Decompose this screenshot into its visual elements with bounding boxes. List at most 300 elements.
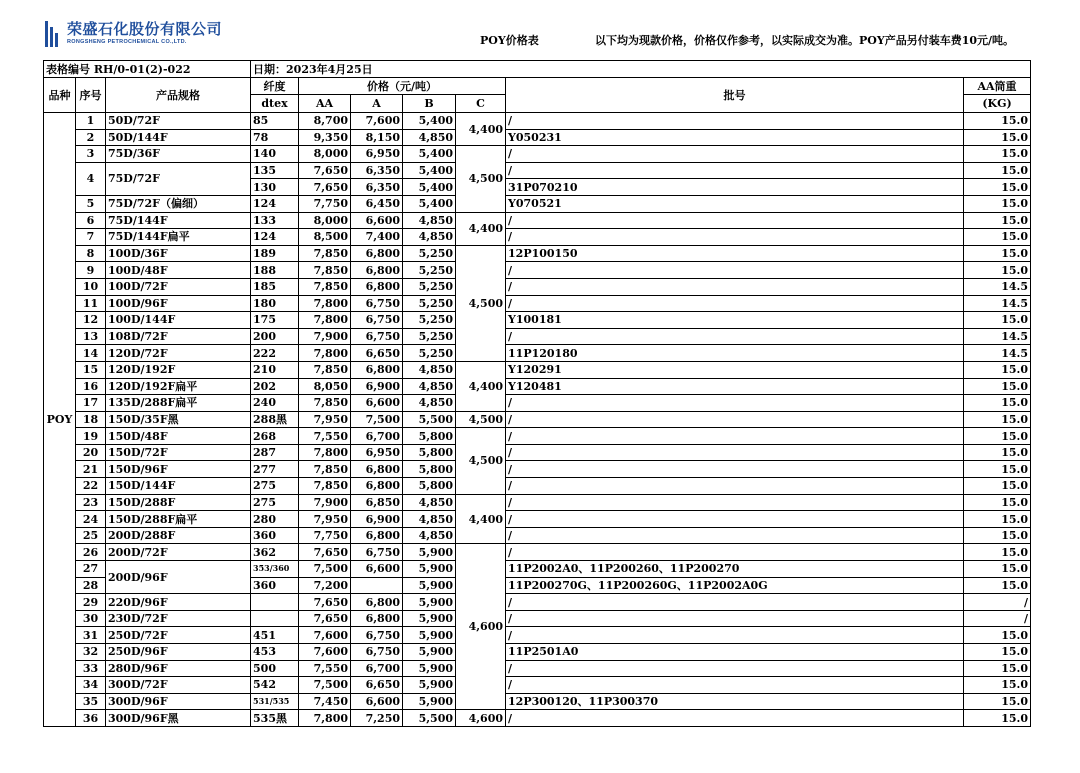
dtex-cell: 287: [251, 444, 299, 461]
dtex-cell: 78: [251, 129, 299, 146]
price-aa: 7,800: [299, 710, 351, 727]
dtex-cell: 175: [251, 312, 299, 329]
batch-number: 31P070210: [506, 179, 964, 196]
table-row: [44, 627, 1031, 644]
row-number: 10: [76, 278, 106, 295]
batch-number: Y070521: [506, 195, 964, 212]
price-aa: 7,650: [299, 544, 351, 561]
price-b: 5,800: [403, 461, 456, 478]
price-b: 5,400: [403, 162, 456, 179]
product-spec: 150D/48F: [106, 428, 251, 445]
batch-number: /: [506, 411, 964, 428]
batch-number: /: [506, 544, 964, 561]
logo-mark-icon: [45, 21, 61, 47]
batch-number: Y100181: [506, 312, 964, 329]
aa-weight: 15.0: [964, 312, 1031, 329]
product-spec: 230D/72F: [106, 610, 251, 627]
dtex-cell: [251, 610, 299, 627]
price-a: 7,400: [351, 229, 403, 246]
batch-number: /: [506, 428, 964, 445]
row-number: 21: [76, 461, 106, 478]
price-aa: 7,550: [299, 428, 351, 445]
product-spec: 120D/72F: [106, 345, 251, 362]
product-spec: 200D/288F: [106, 527, 251, 544]
price-aa: 8,050: [299, 378, 351, 395]
dtex-cell: 180: [251, 295, 299, 312]
table-row: [44, 561, 1031, 578]
product-spec: 50D/72F: [106, 113, 251, 130]
aa-weight: 15.0: [964, 378, 1031, 395]
table-row: [44, 295, 1031, 312]
price-b: 4,850: [403, 395, 456, 412]
dtex-cell: 85: [251, 113, 299, 130]
aa-weight: 15.0: [964, 444, 1031, 461]
price-aa: 7,450: [299, 693, 351, 710]
product-spec: 150D/96F: [106, 461, 251, 478]
price-b: 5,250: [403, 278, 456, 295]
aa-weight: 15.0: [964, 660, 1031, 677]
price-b: 5,400: [403, 113, 456, 130]
row-number: 25: [76, 527, 106, 544]
price-c: 4,500: [456, 428, 506, 494]
product-spec: 150D/288F: [106, 494, 251, 511]
product-spec: 100D/96F: [106, 295, 251, 312]
company-name-cn: 荣盛石化股份有限公司: [67, 20, 223, 38]
price-b: 5,250: [403, 312, 456, 329]
dtex-cell: 189: [251, 245, 299, 262]
dtex-cell: 542: [251, 677, 299, 694]
table-row: [44, 262, 1031, 279]
product-spec: 120D/192F扁平: [106, 378, 251, 395]
price-a: 6,800: [351, 361, 403, 378]
batch-number: /: [506, 295, 964, 312]
price-a: 6,750: [351, 627, 403, 644]
table-row: [44, 378, 1031, 395]
price-a: 6,800: [351, 461, 403, 478]
company-logo: [45, 21, 222, 47]
price-aa: 7,800: [299, 444, 351, 461]
price-aa: 7,850: [299, 245, 351, 262]
batch-number: /: [506, 610, 964, 627]
aa-weight: 15.0: [964, 644, 1031, 661]
product-spec: 150D/288F扁平: [106, 511, 251, 528]
dtex-cell: 140: [251, 146, 299, 163]
row-number: 31: [76, 627, 106, 644]
aa-weight: 15.0: [964, 146, 1031, 163]
row-number: 3: [76, 146, 106, 163]
dtex-cell: 535黑: [251, 710, 299, 727]
price-c: 4,400: [456, 361, 506, 411]
price-aa: 8,700: [299, 113, 351, 130]
price-b: 4,850: [403, 527, 456, 544]
row-number: 1: [76, 113, 106, 130]
table-row: [44, 660, 1031, 677]
price-a: 6,950: [351, 444, 403, 461]
table-row: [44, 345, 1031, 362]
price-b: 4,850: [403, 378, 456, 395]
aa-weight: 15.0: [964, 561, 1031, 578]
price-b: 5,900: [403, 561, 456, 578]
table-row: [44, 146, 1031, 163]
price-a: 6,750: [351, 328, 403, 345]
aa-weight: 15.0: [964, 677, 1031, 694]
table-row: [44, 644, 1031, 661]
aa-weight: 15.0: [964, 494, 1031, 511]
price-aa: 7,850: [299, 361, 351, 378]
table-row: [44, 527, 1031, 544]
row-number: 35: [76, 693, 106, 710]
aa-weight: /: [964, 610, 1031, 627]
batch-number: /: [506, 444, 964, 461]
product-spec: 250D/96F: [106, 644, 251, 661]
product-spec: 300D/96F: [106, 693, 251, 710]
variety-cell: POY: [44, 113, 76, 727]
batch-number: /: [506, 710, 964, 727]
price-a: 6,750: [351, 312, 403, 329]
price-aa: 7,950: [299, 511, 351, 528]
batch-number: /: [506, 478, 964, 495]
aa-weight: 15.0: [964, 262, 1031, 279]
price-b: 5,250: [403, 295, 456, 312]
product-spec: 75D/144F扁平: [106, 229, 251, 246]
price-aa: 7,900: [299, 494, 351, 511]
dtex-cell: 360: [251, 527, 299, 544]
batch-number: Y050231: [506, 129, 964, 146]
aa-weight: 15.0: [964, 229, 1031, 246]
price-b: 5,900: [403, 627, 456, 644]
price-aa: 7,850: [299, 461, 351, 478]
table-row: [44, 113, 1031, 130]
aa-weight: 14.5: [964, 345, 1031, 362]
price-a: 6,700: [351, 660, 403, 677]
price-a: 6,650: [351, 345, 403, 362]
price-b: 4,850: [403, 229, 456, 246]
product-spec: 150D/144F: [106, 478, 251, 495]
header-price: 价格（元/吨）: [299, 78, 506, 95]
price-aa: 7,900: [299, 328, 351, 345]
table-row: [44, 494, 1031, 511]
price-a: 6,800: [351, 594, 403, 611]
row-number: 34: [76, 677, 106, 694]
price-b: 5,900: [403, 677, 456, 694]
header-a: A: [351, 95, 403, 113]
price-b: 5,400: [403, 146, 456, 163]
row-number: 22: [76, 478, 106, 495]
price-b: 4,850: [403, 361, 456, 378]
price-c: 4,600: [456, 544, 506, 710]
aa-weight: 15.0: [964, 212, 1031, 229]
price-a: 6,450: [351, 195, 403, 212]
aa-weight: 14.5: [964, 295, 1031, 312]
table-row: [44, 478, 1031, 495]
price-b: 5,900: [403, 660, 456, 677]
aa-weight: 15.0: [964, 428, 1031, 445]
price-a: 6,350: [351, 162, 403, 179]
price-a: 6,600: [351, 212, 403, 229]
header-dtex: 纤度: [251, 78, 299, 95]
table-row: [44, 312, 1031, 329]
table-row: [44, 162, 1031, 179]
aa-weight: 15.0: [964, 162, 1031, 179]
header-weight-unit: (KG): [964, 95, 1031, 113]
table-row: [44, 129, 1031, 146]
product-spec: 100D/36F: [106, 245, 251, 262]
batch-number: Y120291: [506, 361, 964, 378]
row-number: 26: [76, 544, 106, 561]
product-spec: 50D/144F: [106, 129, 251, 146]
dtex-cell: 277: [251, 461, 299, 478]
row-number: 7: [76, 229, 106, 246]
price-b: 5,800: [403, 444, 456, 461]
dtex-cell: [251, 594, 299, 611]
dtex-cell: 200: [251, 328, 299, 345]
row-number: 30: [76, 610, 106, 627]
dtex-cell: 124: [251, 229, 299, 246]
price-b: 5,500: [403, 411, 456, 428]
table-row: [44, 428, 1031, 445]
row-number: 33: [76, 660, 106, 677]
table-date: 日期：2023年4月25日: [251, 61, 1031, 78]
header-no: 序号: [76, 78, 106, 113]
row-number: 27: [76, 561, 106, 578]
dtex-cell: 210: [251, 361, 299, 378]
price-b: 5,900: [403, 594, 456, 611]
price-c: 4,400: [456, 113, 506, 146]
dtex-cell: 135: [251, 162, 299, 179]
price-aa: 7,800: [299, 345, 351, 362]
dtex-cell: 353/360: [251, 561, 299, 578]
form-number: 表格编号 RH/0-01(2)-022: [44, 61, 251, 78]
product-spec: 150D/35F黑: [106, 411, 251, 428]
table-row: [44, 610, 1031, 627]
price-b: 4,850: [403, 212, 456, 229]
price-aa: 7,750: [299, 195, 351, 212]
product-spec: 250D/72F: [106, 627, 251, 644]
batch-number: 11P2002A0、11P200260、11P200270: [506, 561, 964, 578]
header-b: B: [403, 95, 456, 113]
row-number: 18: [76, 411, 106, 428]
product-spec: 108D/72F: [106, 328, 251, 345]
price-c: 4,400: [456, 212, 506, 245]
dtex-cell: 275: [251, 494, 299, 511]
price-a: 6,600: [351, 561, 403, 578]
table-row: [44, 710, 1031, 727]
price-aa: 7,650: [299, 610, 351, 627]
price-a: 6,600: [351, 693, 403, 710]
batch-number: /: [506, 278, 964, 295]
aa-weight: 15.0: [964, 693, 1031, 710]
row-number: 28: [76, 577, 106, 594]
batch-number: /: [506, 146, 964, 163]
row-number: 16: [76, 378, 106, 395]
price-aa: 8,000: [299, 212, 351, 229]
price-aa: 7,750: [299, 527, 351, 544]
aa-weight: /: [964, 594, 1031, 611]
batch-number: 11P2501A0: [506, 644, 964, 661]
price-aa: 7,500: [299, 561, 351, 578]
price-b: 5,400: [403, 195, 456, 212]
price-a: 6,900: [351, 378, 403, 395]
price-b: 5,900: [403, 544, 456, 561]
batch-number: 12P300120、11P300370: [506, 693, 964, 710]
price-b: 5,800: [403, 478, 456, 495]
table-row: [44, 677, 1031, 694]
price-b: 5,900: [403, 577, 456, 594]
row-number: 12: [76, 312, 106, 329]
product-spec: 75D/36F: [106, 146, 251, 163]
price-c: 4,500: [456, 245, 506, 361]
batch-number: /: [506, 162, 964, 179]
aa-weight: 14.5: [964, 278, 1031, 295]
dtex-cell: 288黑: [251, 411, 299, 428]
batch-number: /: [506, 677, 964, 694]
aa-weight: 15.0: [964, 411, 1031, 428]
aa-weight: 14.5: [964, 328, 1031, 345]
price-aa: 7,650: [299, 594, 351, 611]
batch-number: Y120481: [506, 378, 964, 395]
price-a: 6,900: [351, 511, 403, 528]
aa-weight: 15.0: [964, 461, 1031, 478]
price-a: 6,800: [351, 278, 403, 295]
header-weight: AA筒重: [964, 78, 1031, 95]
price-a: 6,800: [351, 527, 403, 544]
dtex-cell: 280: [251, 511, 299, 528]
price-c: 4,500: [456, 146, 506, 212]
product-spec: 75D/144F: [106, 212, 251, 229]
header-c: C: [456, 95, 506, 113]
price-a: 6,750: [351, 295, 403, 312]
price-a: 6,750: [351, 644, 403, 661]
batch-number: /: [506, 395, 964, 412]
row-number: 20: [76, 444, 106, 461]
dtex-cell: 531/535: [251, 693, 299, 710]
price-aa: 9,350: [299, 129, 351, 146]
table-row: [44, 544, 1031, 561]
row-number: 8: [76, 245, 106, 262]
price-a: 6,800: [351, 245, 403, 262]
price-a: 7,500: [351, 411, 403, 428]
batch-number: /: [506, 627, 964, 644]
table-row: [44, 461, 1031, 478]
price-a: 6,800: [351, 478, 403, 495]
price-b: 5,900: [403, 644, 456, 661]
product-spec: 75D/72F（偏细）: [106, 195, 251, 212]
price-aa: 7,850: [299, 262, 351, 279]
batch-number: /: [506, 328, 964, 345]
price-aa: 7,550: [299, 660, 351, 677]
product-spec: 280D/96F: [106, 660, 251, 677]
row-number: 17: [76, 395, 106, 412]
batch-number: /: [506, 229, 964, 246]
table-row: [44, 511, 1031, 528]
price-aa: 7,800: [299, 295, 351, 312]
batch-number: /: [506, 527, 964, 544]
product-spec: 200D/96F: [106, 561, 251, 594]
row-number: 15: [76, 361, 106, 378]
price-a: 6,850: [351, 494, 403, 511]
table-row: [44, 212, 1031, 229]
company-name-en: RONGSHENG PETROCHEMICAL CO.,LTD.: [67, 39, 187, 45]
page-title: POY价格表: [480, 34, 539, 47]
price-aa: 8,500: [299, 229, 351, 246]
aa-weight: 15.0: [964, 544, 1031, 561]
aa-weight: 15.0: [964, 577, 1031, 594]
row-number: 13: [76, 328, 106, 345]
price-b: 5,900: [403, 693, 456, 710]
aa-weight: 15.0: [964, 179, 1031, 196]
price-b: 5,250: [403, 262, 456, 279]
table-row: [44, 278, 1031, 295]
dtex-cell: 133: [251, 212, 299, 229]
product-spec: 100D/144F: [106, 312, 251, 329]
batch-number: 12P100150: [506, 245, 964, 262]
batch-number: /: [506, 494, 964, 511]
product-spec: 200D/72F: [106, 544, 251, 561]
aa-weight: 15.0: [964, 361, 1031, 378]
table-row: [44, 444, 1031, 461]
header-aa: AA: [299, 95, 351, 113]
price-a: 6,750: [351, 544, 403, 561]
dtex-cell: 268: [251, 428, 299, 445]
dtex-cell: 451: [251, 627, 299, 644]
row-number: 23: [76, 494, 106, 511]
price-b: 4,850: [403, 494, 456, 511]
price-b: 4,850: [403, 511, 456, 528]
table-row: [44, 229, 1031, 246]
price-a: 8,150: [351, 129, 403, 146]
row-number: 6: [76, 212, 106, 229]
header-spec: 产品规格: [106, 78, 251, 113]
aa-weight: 15.0: [964, 511, 1031, 528]
product-spec: 100D/72F: [106, 278, 251, 295]
dtex-cell: 124: [251, 195, 299, 212]
dtex-cell: 202: [251, 378, 299, 395]
price-b: 5,250: [403, 345, 456, 362]
price-aa: 7,650: [299, 179, 351, 196]
price-aa: 7,850: [299, 395, 351, 412]
price-a: 6,600: [351, 395, 403, 412]
row-number: 14: [76, 345, 106, 362]
price-aa: 7,650: [299, 162, 351, 179]
product-spec: 120D/192F: [106, 361, 251, 378]
row-number: 32: [76, 644, 106, 661]
price-aa: 7,500: [299, 677, 351, 694]
price-a: 6,800: [351, 610, 403, 627]
aa-weight: 15.0: [964, 245, 1031, 262]
product-spec: 300D/96F黑: [106, 710, 251, 727]
price-c: 4,400: [456, 494, 506, 544]
price-c: 4,500: [456, 411, 506, 428]
price-a: [351, 577, 403, 594]
product-spec: 135D/288F扁平: [106, 395, 251, 412]
price-a: 6,950: [351, 146, 403, 163]
dtex-cell: 240: [251, 395, 299, 412]
dtex-cell: 500: [251, 660, 299, 677]
row-number: 24: [76, 511, 106, 528]
aa-weight: 15.0: [964, 478, 1031, 495]
table-row: [44, 693, 1031, 710]
dtex-cell: 275: [251, 478, 299, 495]
row-number: 11: [76, 295, 106, 312]
table-row: [44, 245, 1031, 262]
batch-number: /: [506, 113, 964, 130]
dtex-cell: 130: [251, 179, 299, 196]
batch-number: 11P200270G、11P200260G、11P2002A0G: [506, 577, 964, 594]
batch-number: /: [506, 594, 964, 611]
batch-number: /: [506, 511, 964, 528]
row-number: 4: [76, 162, 106, 195]
price-a: 6,650: [351, 677, 403, 694]
